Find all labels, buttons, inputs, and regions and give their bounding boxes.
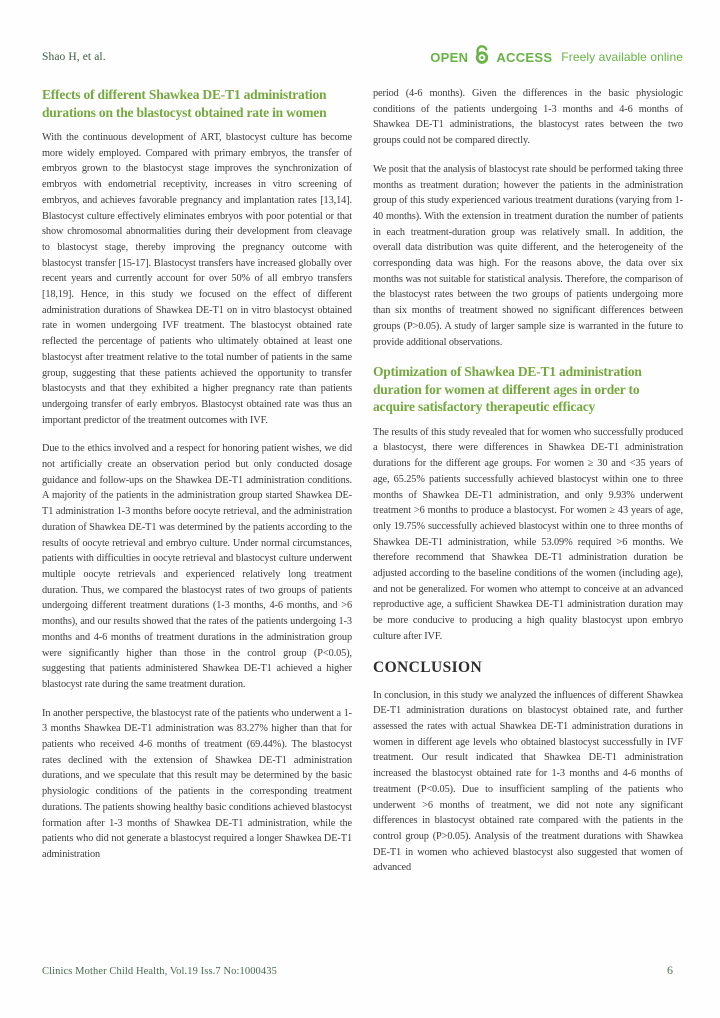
- right-column: [373, 86, 683, 889]
- running-author: Shao H, et al.: [42, 51, 106, 63]
- open-lock-icon: [473, 44, 491, 70]
- open-access-tagline: Freely available online: [561, 50, 683, 64]
- journal-reference: Clinics Mother Child Health, Vol.19 Iss.7 No:1000435: [42, 966, 277, 977]
- access-label: ACCESS: [496, 49, 553, 65]
- page-footer: [42, 963, 673, 978]
- page-number: 6: [667, 963, 673, 977]
- section-heading-optimization: Optimization of Shawkea DE-T1 administration duration for women at different ages in order to acquire satisfactory therapeutic efficacy: [373, 364, 642, 415]
- body-paragraph: With the continuous development of ART, blastocyst culture has become more widely employed. Compared with primary embryos, the transfer of embryos grown to the blastocyst stage improves the synchronization of embryos with endometrial receptivity, increases in vitro screening of embryos, and achieves favorable pregnancy and implantation rates [13,14]. Blastocyst culture effectively eliminates embryos with poor potential or that show chromosomal abnormalities during their development from cleavage to blastocyst stage, thereby improving the pregnancy outcome with blastocyst transfer [15-17]. Blastocyst transfers have increased globally over recent years and currently account for over 50% of all embryo transfers [18,19]. Hence, in this study we focused on the effect of different administration durations of Shawkea DE-T1 on in vitro blastocyst obtained rate in women undergoing IVF treatment. The blastocyst obtained rate reflected the percentage of patients who ultimately obtained at least one blastocyst after treatment relative to the total number of patients in the same group, suggesting that these patients achieved the opportunity to transfer blastocysts and that they exhibited a higher pregnancy rate than patients undergoing transfer of early embryos. Blastocyst obtained rate was thus an important predictor of the treatment outcomes with IVF.: [42, 132, 352, 426]
- body-paragraph: The results of this study revealed that for women who successfully produced a blastocyst, there were differences in Shawkea DE-T1 administration durations for the different age groups. For women ≥ 30 and <35 years of age, 65.25% patients successfully achieved blastocyst within one to three months of Shawkea DE-T1 administration, and only 9.93% underwent treatment >6 months to produce a blastocyst. For women ≥ 43 years of age, only 19.75% successfully achieved blastocyst within one to three months of Shawkea DE-T1 administration, while 53.09% required >6 months. We therefore recommend that Shawkea DE-T1 administration duration be adjusted according to the baseline conditions of the women (including age), and not be generalized. For women who attempt to conceive at an advanced reproductive age, a sufficient Shawkea DE-T1 administration duration may be more conducive to producing a high quality blastocyst upon embryo culture after IVF.: [373, 426, 683, 642]
- body-paragraph: In conclusion, in this study we analyzed the influences of different Shawkea DE-T1 administration durations on blastocyst obtained rate, and further assessed the rates with actual Shawkea DE-T1 administration durations in women in different age levels who obtained blastocyst successfully in IVF treatment. Our result indicated that Shawkea DE-T1 administration increased the blastocyst obtained rate for 1-3 months and 4-6 months of treatment (P<0.05). Due to insufficient sampling of the patients who underwent >6 months of treatment, we did not note any significant differences in blastocyst obtained rate compared with the patients in the control group (P>0.05). Analysis of the treatment durations with Shawkea DE-T1 in women who achieved blastocyst also suggested that women of advanced: [373, 689, 683, 874]
- left-column: [42, 86, 352, 889]
- section-heading-administration-durations: Effects of different Shawkea DE-T1 administration durations on the blastocyst obtained rate in women: [42, 87, 327, 120]
- open-access-logo: [430, 44, 683, 70]
- page-header: [42, 44, 683, 70]
- article-body: [42, 86, 683, 889]
- open-label: OPEN: [430, 49, 469, 65]
- body-paragraph: Due to the ethics involved and a respect for honoring patient wishes, we did not artificially create an observation period but only conducted dosage guidance and follow-ups on the Shawkea DE-T1 administration conditions. A majority of the patients in the administration group started Shawkea DE-T1 administration 1-3 months before oocyte retrieval, and the administration duration of Shawkea DE-T1 was determined by the patients according to the results of oocyte retrieval and embryo culture. Under normal circumstances, patients with difficulties in oocyte retrieval and blastocyst culture underwent multiple oocyte retrievals and experienced relatively long treatment duration. Thus, we compared the blastocyst rates of two groups of patients undergoing different treatment durations (1-3 months, 4-6 months, and >6 months), and our results showed that the rates of the patients undergoing 1-3 months and 4-6 months of treatment durations in the administration group were significantly higher than those in the control group (P<0.05), suggesting that patients administered Shawkea DE-T1 achieved a higher blastocyst rate during the same treatment duration.: [42, 443, 352, 690]
- body-paragraph: period (4-6 months). Given the differences in the basic physiologic conditions of the patients undergoing 1-3 months and 4-6 months of Shawkea DE-T1 administrations, the blastocyst rates between the two groups could not be compared directly.: [373, 88, 683, 147]
- conclusion-heading: CONCLUSION: [373, 658, 483, 676]
- body-paragraph: We posit that the analysis of blastocyst rate should be performed taking three months as treatment duration; however the patients in the administration group of this study experienced various treatment durations (varying from 1-40 months). With the extension in treatment duration the number of patients in each treatment-duration group was relatively small. In addition, the overall data distribution was quite different, and the heterogeneity of the corresponding data was high. For the reasons above, the data over six months was not suitable for statistical analysis. Therefore, the comparison of the blastocyst rates between the two groups of patients undergoing more than six months of treatment showed no significant differences between groups (P>0.05). A study of larger sample size is warranted in the future to provide additional observations.: [373, 163, 683, 348]
- body-paragraph: In another perspective, the blastocyst rate of the patients who underwent a 1-3 months Shawkea DE-T1 administration was 83.27% higher than that for patients who received 4-6 months of treatment (69.44%). The blastocyst rates declined with the extension of Shawkea DE-T1 administration durations, and we speculate that this result may be determined by the basic physiologic conditions of the patients in the corresponding treatment durations. The patients showing healthy basic conditions achieved blastocyst formation after 1-3 months of Shawkea DE-T1 administration, while the patients who did not generate a blastocyst required a longer Shawkea DE-T1 administration: [42, 707, 352, 860]
